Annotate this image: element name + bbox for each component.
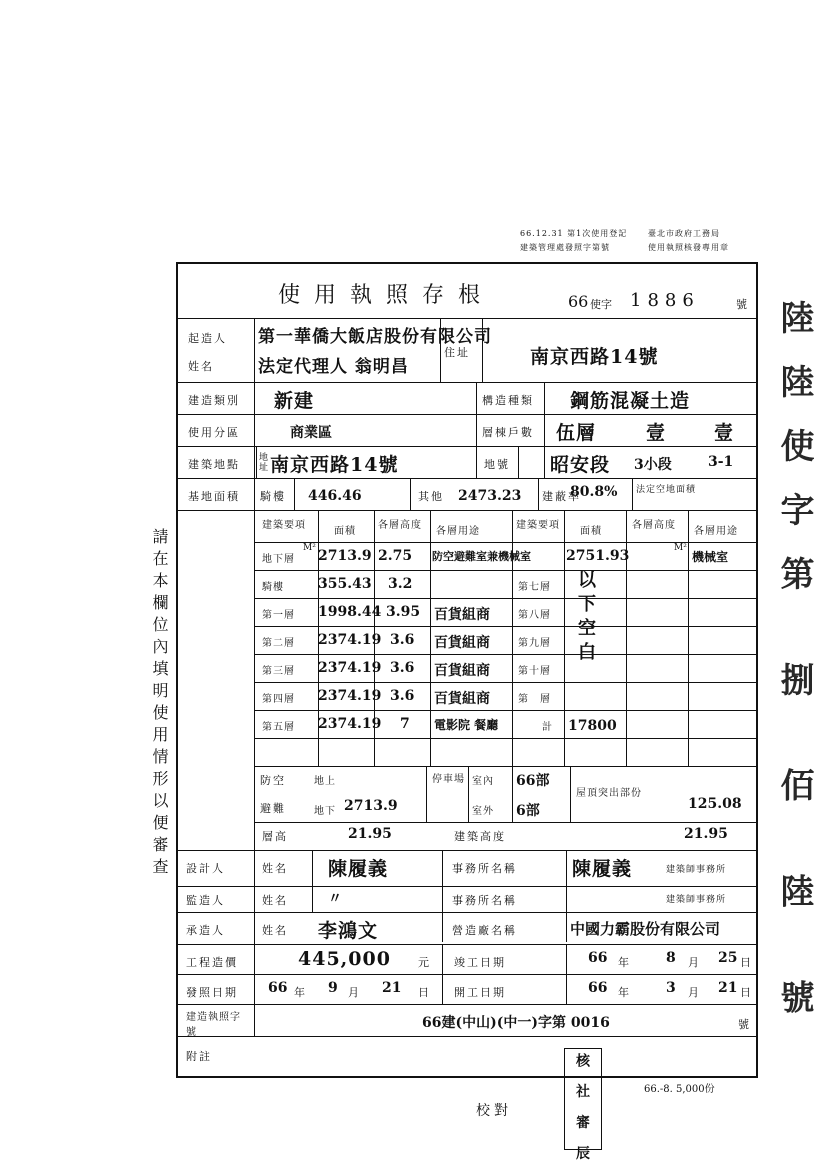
yuan-label: 元 xyxy=(418,956,431,969)
designer-firm-suffix: 建築師事務所 xyxy=(666,865,727,875)
right-margin-characters: 陸陸使字第 捌 佰 陸 號 xyxy=(774,300,814,1044)
legal-open-label: 法定空地面積 xyxy=(636,485,697,495)
lot-section: 昭安段 xyxy=(550,454,611,476)
month-mark: 月 xyxy=(348,986,361,999)
roof-label: 屋頂突出部份 xyxy=(576,788,642,799)
seal-stamp xyxy=(564,1048,602,1166)
owner-representative: 法定代理人 翁明昌 xyxy=(258,357,409,377)
col-use-header: 各層用途 xyxy=(436,526,480,537)
f1-height: 3.95 xyxy=(386,604,421,620)
owner-address-label: 住址 xyxy=(444,346,470,359)
stamp-line4: 使用執照核發專用章 xyxy=(648,243,729,252)
f5-use: 電影院 餐廳 xyxy=(434,718,499,732)
seal-text: 核 社 審 辰 xyxy=(574,1053,590,1166)
check-label: 校對 xyxy=(476,1103,512,1119)
f1-area: 1998.44 xyxy=(318,604,382,620)
issue-day: 21 xyxy=(382,980,402,996)
f9-label: 第九層 xyxy=(518,638,551,649)
f3-label: 第三層 xyxy=(262,666,295,677)
designer-label: 設計人 xyxy=(186,862,225,875)
structure-label: 構造種類 xyxy=(482,394,534,407)
supervisor-name: 〃 xyxy=(328,891,342,907)
building-height-label: 建築高度 xyxy=(454,830,506,843)
f3-height: 3.6 xyxy=(390,660,415,676)
start-label: 開工日期 xyxy=(454,986,506,999)
permit-series: 使字 xyxy=(590,298,612,311)
site-label: 建築地點 xyxy=(188,458,240,471)
parking-indoor: 66部 xyxy=(516,773,550,789)
total-label: 計 xyxy=(542,722,553,733)
floors-value: 伍層 xyxy=(556,422,597,444)
complete-month: 8 xyxy=(666,950,676,966)
coverage-label: 建蔽率 xyxy=(542,490,581,503)
f5-area: 2374.19 xyxy=(318,716,382,732)
air-defense-label: 防空 xyxy=(260,774,286,787)
zone-value: 商業區 xyxy=(290,425,332,441)
lot-number: 3-1 xyxy=(708,454,734,470)
designer-firm: 陳履義 xyxy=(572,858,633,880)
issue-year: 66 xyxy=(268,980,288,996)
f4-area: 2374.19 xyxy=(318,688,382,704)
floor-height-label: 層高 xyxy=(262,830,288,843)
roof-value: 125.08 xyxy=(688,796,742,812)
unit-m2: M² xyxy=(303,543,316,553)
owner-label: 起造人 xyxy=(188,332,227,345)
builder-firm: 中國力霸股份有限公司 xyxy=(570,920,721,938)
registration-stamp xyxy=(520,228,760,262)
supervisor-label: 監造人 xyxy=(186,894,225,907)
col-height-header: 各層高度 xyxy=(378,520,422,531)
issue-date-label: 發照日期 xyxy=(186,986,238,999)
building-height-value: 21.95 xyxy=(684,826,728,842)
contractor-name-label: 姓名 xyxy=(262,924,288,937)
complete-day: 25 xyxy=(718,950,738,966)
f1-label: 第一層 xyxy=(262,610,295,621)
site-sub-label: 地址 xyxy=(257,452,267,472)
coverage-value: 80.8% xyxy=(570,484,618,500)
arcade-row-area: 355.43 xyxy=(318,576,372,592)
designer-firm-label: 事務所名稱 xyxy=(452,862,517,875)
permit-label: 建造執照字號 xyxy=(186,1012,241,1038)
category-value: 新建 xyxy=(274,390,315,412)
f6-area: 2751.93 xyxy=(566,548,630,564)
supervisor-firm-suffix: 建築師事務所 xyxy=(666,895,727,905)
f3-area: 2374.19 xyxy=(318,660,382,676)
stamp-line2: 建築管理處發照字第號 xyxy=(520,243,610,252)
cost-label: 工程造價 xyxy=(186,956,238,969)
arcade-area: 446.46 xyxy=(308,488,362,504)
month-mark: 月 xyxy=(688,986,701,999)
f7-label: 第七層 xyxy=(518,582,551,593)
start-month: 3 xyxy=(666,980,676,996)
zone-label: 使用分區 xyxy=(188,426,240,439)
permit-value: 66建(中山)(中一)字第 0016 xyxy=(422,1015,610,1031)
above-label: 地上 xyxy=(314,776,336,787)
owner-name-label: 姓名 xyxy=(188,360,214,373)
issue-month: 9 xyxy=(328,980,338,996)
arcade-row-height: 3.2 xyxy=(388,576,413,592)
designer-name-label: 姓名 xyxy=(262,862,288,875)
month-mark: 月 xyxy=(688,956,701,969)
supervisor-name-label: 姓名 xyxy=(262,894,288,907)
basement-area: 2713.9 xyxy=(318,548,372,564)
f10-label: 第十層 xyxy=(518,666,551,677)
day-mark: 日 xyxy=(740,986,753,999)
buildings-value: 壹 xyxy=(646,422,667,444)
f2-use: 百貨組商 xyxy=(434,635,490,651)
arcade-label: 騎樓 xyxy=(260,490,286,503)
year-mark: 年 xyxy=(618,986,631,999)
col-use-header-2: 各層用途 xyxy=(694,526,738,537)
start-year: 66 xyxy=(588,980,608,996)
unit-m2: M² xyxy=(674,543,687,553)
complete-year: 66 xyxy=(588,950,608,966)
below-label: 地下 xyxy=(314,806,336,817)
structure-value: 鋼筋混凝土造 xyxy=(570,390,691,412)
arcade-row-label: 騎樓 xyxy=(262,582,284,593)
category-label: 建造類別 xyxy=(188,394,240,407)
contractor-label: 承造人 xyxy=(186,924,225,937)
site-address: 南京西路14號 xyxy=(270,454,399,476)
col-area-header: 面積 xyxy=(334,526,356,537)
f2-height: 3.6 xyxy=(390,632,415,648)
builder-firm-label: 營造廠名稱 xyxy=(452,924,517,937)
permit-year: 66 xyxy=(568,292,589,311)
f2-label: 第二層 xyxy=(262,638,295,649)
supervisor-firm-label: 事務所名稱 xyxy=(452,894,517,907)
owner-address: 南京西路14號 xyxy=(530,346,659,368)
permit-suffix: 號 xyxy=(736,298,747,311)
col-item-header: 建築要項 xyxy=(262,520,306,531)
request-note: 請在本欄位內填明使用情形以便審查 xyxy=(150,528,169,880)
lot-label: 地號 xyxy=(484,458,510,471)
designer-name: 陳履義 xyxy=(328,858,389,880)
col-area-header-2: 面積 xyxy=(580,526,602,537)
f-blank-label: 第 層 xyxy=(518,694,551,705)
households-value: 壹 xyxy=(714,422,735,444)
outdoor-label: 室外 xyxy=(472,806,494,817)
base-area-label: 基地面積 xyxy=(188,490,240,503)
print-note: 66.-8. 5,000份 xyxy=(644,1084,715,1095)
f4-label: 第四層 xyxy=(262,694,295,705)
f6-use: 機械室 xyxy=(692,550,729,564)
start-day: 21 xyxy=(718,980,738,996)
blank-note: 以下空白 xyxy=(575,570,596,666)
f5-label: 第五層 xyxy=(262,722,295,733)
permit-number: 1886 xyxy=(630,290,700,311)
f3-use: 百貨組商 xyxy=(434,663,490,679)
basement-use: 防空避難室兼機械室 xyxy=(432,550,531,563)
stamp-line1: 66.12.31 第1次使用登記 xyxy=(520,229,628,238)
f4-use: 百貨組商 xyxy=(434,691,490,707)
day-mark: 日 xyxy=(740,956,753,969)
below-value: 2713.9 xyxy=(344,798,398,814)
f8-label: 第八層 xyxy=(518,610,551,621)
evacuation-label: 避難 xyxy=(260,802,286,815)
contractor-name: 李鴻文 xyxy=(318,920,379,942)
floors-label: 層棟戶數 xyxy=(482,426,534,439)
year-mark: 年 xyxy=(618,956,631,969)
permit-suffix-mark: 號 xyxy=(738,1018,751,1031)
parking-outdoor: 6部 xyxy=(516,803,540,819)
total-value: 17800 xyxy=(568,718,617,734)
f4-height: 3.6 xyxy=(390,688,415,704)
other-area: 2473.23 xyxy=(458,488,522,504)
parking-label: 停車場 xyxy=(432,774,465,785)
permit-stub-form xyxy=(176,262,758,1078)
day-mark: 日 xyxy=(418,986,431,999)
basement-height: 2.75 xyxy=(378,548,413,564)
cost-value: 445,000 xyxy=(298,948,391,970)
f2-area: 2374.19 xyxy=(318,632,382,648)
basement-label: 地下層 xyxy=(262,554,295,565)
col-item-header-2: 建築要項 xyxy=(516,520,560,531)
indoor-label: 室內 xyxy=(472,776,494,787)
stamp-line3: 臺北市政府工務局 xyxy=(648,229,720,238)
f1-use: 百貨組商 xyxy=(434,607,490,623)
lot-small: 3小段 xyxy=(634,457,672,473)
notes-label: 附註 xyxy=(186,1050,212,1063)
col-height-header-2: 各層高度 xyxy=(632,520,676,531)
other-label: 其他 xyxy=(418,490,444,503)
complete-label: 竣工日期 xyxy=(454,956,506,969)
form-title: 使用執照存根 xyxy=(278,283,495,308)
owner-company: 第一華僑大飯店股份有限公司 xyxy=(258,327,492,347)
f5-height: 7 xyxy=(400,716,410,732)
floor-height-value: 21.95 xyxy=(348,826,392,842)
year-mark: 年 xyxy=(294,986,307,999)
